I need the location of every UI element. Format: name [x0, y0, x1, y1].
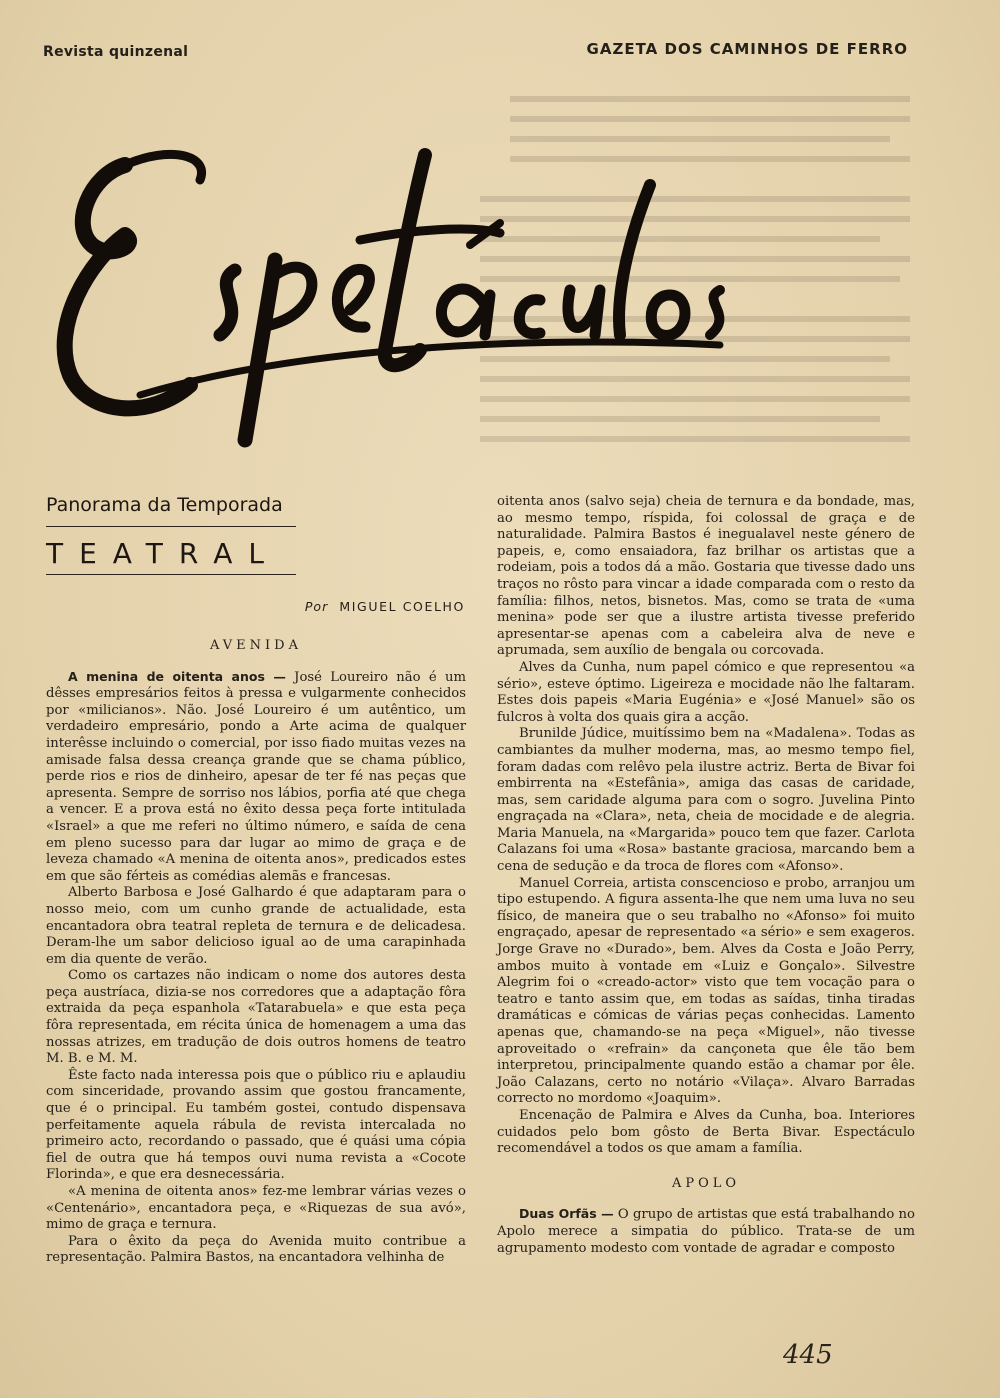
header-periodicity: Revista quinzenal — [43, 44, 189, 60]
paragraph: Para o êxito da peça do Avenida muito contribue a representação. Palmira Bastos, na encantadora velhinha de — [46, 1233, 466, 1266]
paragraph: Manuel Correia, artista conscencioso e probo, arranjou um tipo estupendo. A figura assenta-lhe que nem uma luva no seu físico, de maneira que o seu trabalho no «Afonso» foi muito engraçado, apesar de representado «a sério» e sem exageros. Jorge Grave no «Durado», bem. Alves da Costa e João Perry, ambos muito à vontade em «Luiz e Gonçalo». Silvestre Alegrim foi o «creado-actor» visto que tem vocação para o teatro e tanto assim que, em todas as saídas, tinha tiradas dramáticas e cómicas de várias peças conhecidas. Lamento apenas que, chamando-se na peça «Miguel», não tivesse aproveitado o «refrain» da cançoneta que êle tão bem interpretou, principalmente quando estão a chamar por êle. João Calazans, certo no notário «Vilaça». Alvaro Barradas correcto no mordomo «Joaquim». — [497, 875, 915, 1107]
paragraph: Êste facto nada interessa pois que o público riu e aplaudiu com sinceridade, provando assim que gostou francamente, que é o principal. Eu também gostei, contudo dispensava perfeitamente aquela rábula de revista intercalada no primeiro acto, recordando o passado, que é quási uma cópia fiel de outra que há tempos ouvi numa revista a «Cocote Florinda», e que era desnecessária. — [46, 1067, 466, 1183]
paragraph: Alves da Cunha, num papel cómico e que representou «a sério», esteve óptimo. Ligeireza e mocidade não lhe faltaram. Estes dois papeis «Maria Eugénia» e «José Manuel» são os fulcros à volta dos quais gira a acção. — [497, 659, 915, 725]
spacer — [497, 1158, 915, 1176]
page-number: 445 — [783, 1340, 833, 1370]
paragraph-text: José Loureiro não é um dêsses empresários feitos à pressa e vulgarmente conhecidos por «milicianos». Não. José Loureiro é um autêntico, um verdadeiro empresário, pondo a Arte acima de qualquer interêsse incluindo o comercial, por isso fiado muitas vezes na amisade falsa dessa creança grande que se chama público, perde rios e rios de dinheiro, apesar de ter fé nas peças que apresenta. Sempre de sorriso nos lábios, porfia até que chega a vencer. E a prova está no êxito dessa peça forte intitulada «Israel» a que me referi no último número, e saída de cena em pleno sucesso para dar lugar ao mimo de graça e de leveza chamado «A menina de oitenta anos», predicados estes em que são férteis as comédias alemãs e francesas. — [46, 669, 466, 884]
paragraph: «A menina de oitenta anos» fez-me lembrar várias vezes o «Centenário», encantadora peça, e «Riquezas de sua avó», mimo de graça e ternura. — [46, 1184, 466, 1233]
byline — [305, 599, 465, 614]
section-title-line1: Panorama da Temporada — [46, 494, 283, 516]
section-heading-avenida: AVENIDA — [210, 638, 302, 653]
paragraph-lead: Duas Orfãs — — [519, 1206, 614, 1222]
paragraph — [46, 669, 466, 886]
text-column-left — [46, 638, 466, 1267]
text-column-right — [497, 494, 915, 1257]
section-heading-apolo: APOLO — [671, 1175, 741, 1191]
header-publication: GAZETA DOS CAMINHOS DE FERRO — [586, 40, 908, 58]
paragraph: oitenta anos (salvo seja) cheia de ternura e da bondade, mas, ao mesmo tempo, ríspida, foi colossal de graça e de naturalidade. Palmira Bastos é inegualavel neste género de papeis, e, como ensaiadora, faz brilhar os artistas que a rodeiam, pois a todos dá a mão. Gostaria que tivesse dado uns traços no rôsto para vincar a idade comparada com o resto da família: filhos, netos, bisnetos. Mas, como se trata de «uma menina» pode ser que a ilustre artista tivesse preferido apresentar-se apenas com a cabeleira alva de neve e aprumada, sem auxílio de bengala ou corcovada. — [497, 494, 915, 659]
title-rule-top — [46, 526, 296, 527]
paragraph-lead: A menina de oitenta anos — — [68, 668, 286, 684]
paragraph-text: O grupo de artistas que está trabalhando no Apolo merece a simpatia do público. Trata-se de um agrupamento modesto com vontade de agradar e composto — [497, 1207, 915, 1256]
paragraph: Alberto Barbosa e José Galhardo é que adaptaram para o nosso meio, com um cunho grande de actualidade, esta encantadora obra teatral repleta de ternura e de delicadesa. Deram-lhe um sabor delicioso igual ao de uma carapinhada em dia quente de verão. — [46, 885, 466, 967]
paragraph — [497, 1206, 915, 1257]
section-title-line2: TEATRAL — [46, 537, 280, 570]
title-lettering — [30, 95, 730, 465]
byline-author: MIGUEL COELHO — [339, 599, 465, 614]
byline-prefix: Por — [304, 599, 329, 614]
paragraph: Brunilde Júdice, muitíssimo bem na «Madalena». Todas as cambiantes da mulher moderna, mas, ao mesmo tempo fiel, foram dadas com relêvo pela ilustre actriz. Berta de Bivar foi embirrenta na «Estefânia», amiga das casas de caridade, mas, sem caridade alguma para com o sogro. Juvelina Pinto engraçada na «Clara», neta, cheia de mocidade e de alegria. Maria Manuela, na «Margarida» pouco tem que fazer. Carlota Calazans foi uma «Rosa» bastante graciosa, marcando bem a cena de sedução e da troca de flores com «Afonso». — [497, 726, 915, 875]
title-rule-bottom — [46, 574, 296, 575]
paragraph: Encenação de Palmira e Alves da Cunha, boa. Interiores cuidados pelo bom gôsto de Berta Bivar. Espectáculo recomendável a todos os que amam a família. — [497, 1107, 915, 1157]
paragraph: Como os cartazes não indicam o nome dos autores desta peça austríaca, dizia-se nos corredores que a adaptação fôra extraida da peça espanhola «Tatarabuela» e que esta peça fôra representada, em récita única de homenagem a uma das nossas atrizes, em tradução de dois outros homens de teatro M. B. e M. M. — [46, 968, 466, 1067]
